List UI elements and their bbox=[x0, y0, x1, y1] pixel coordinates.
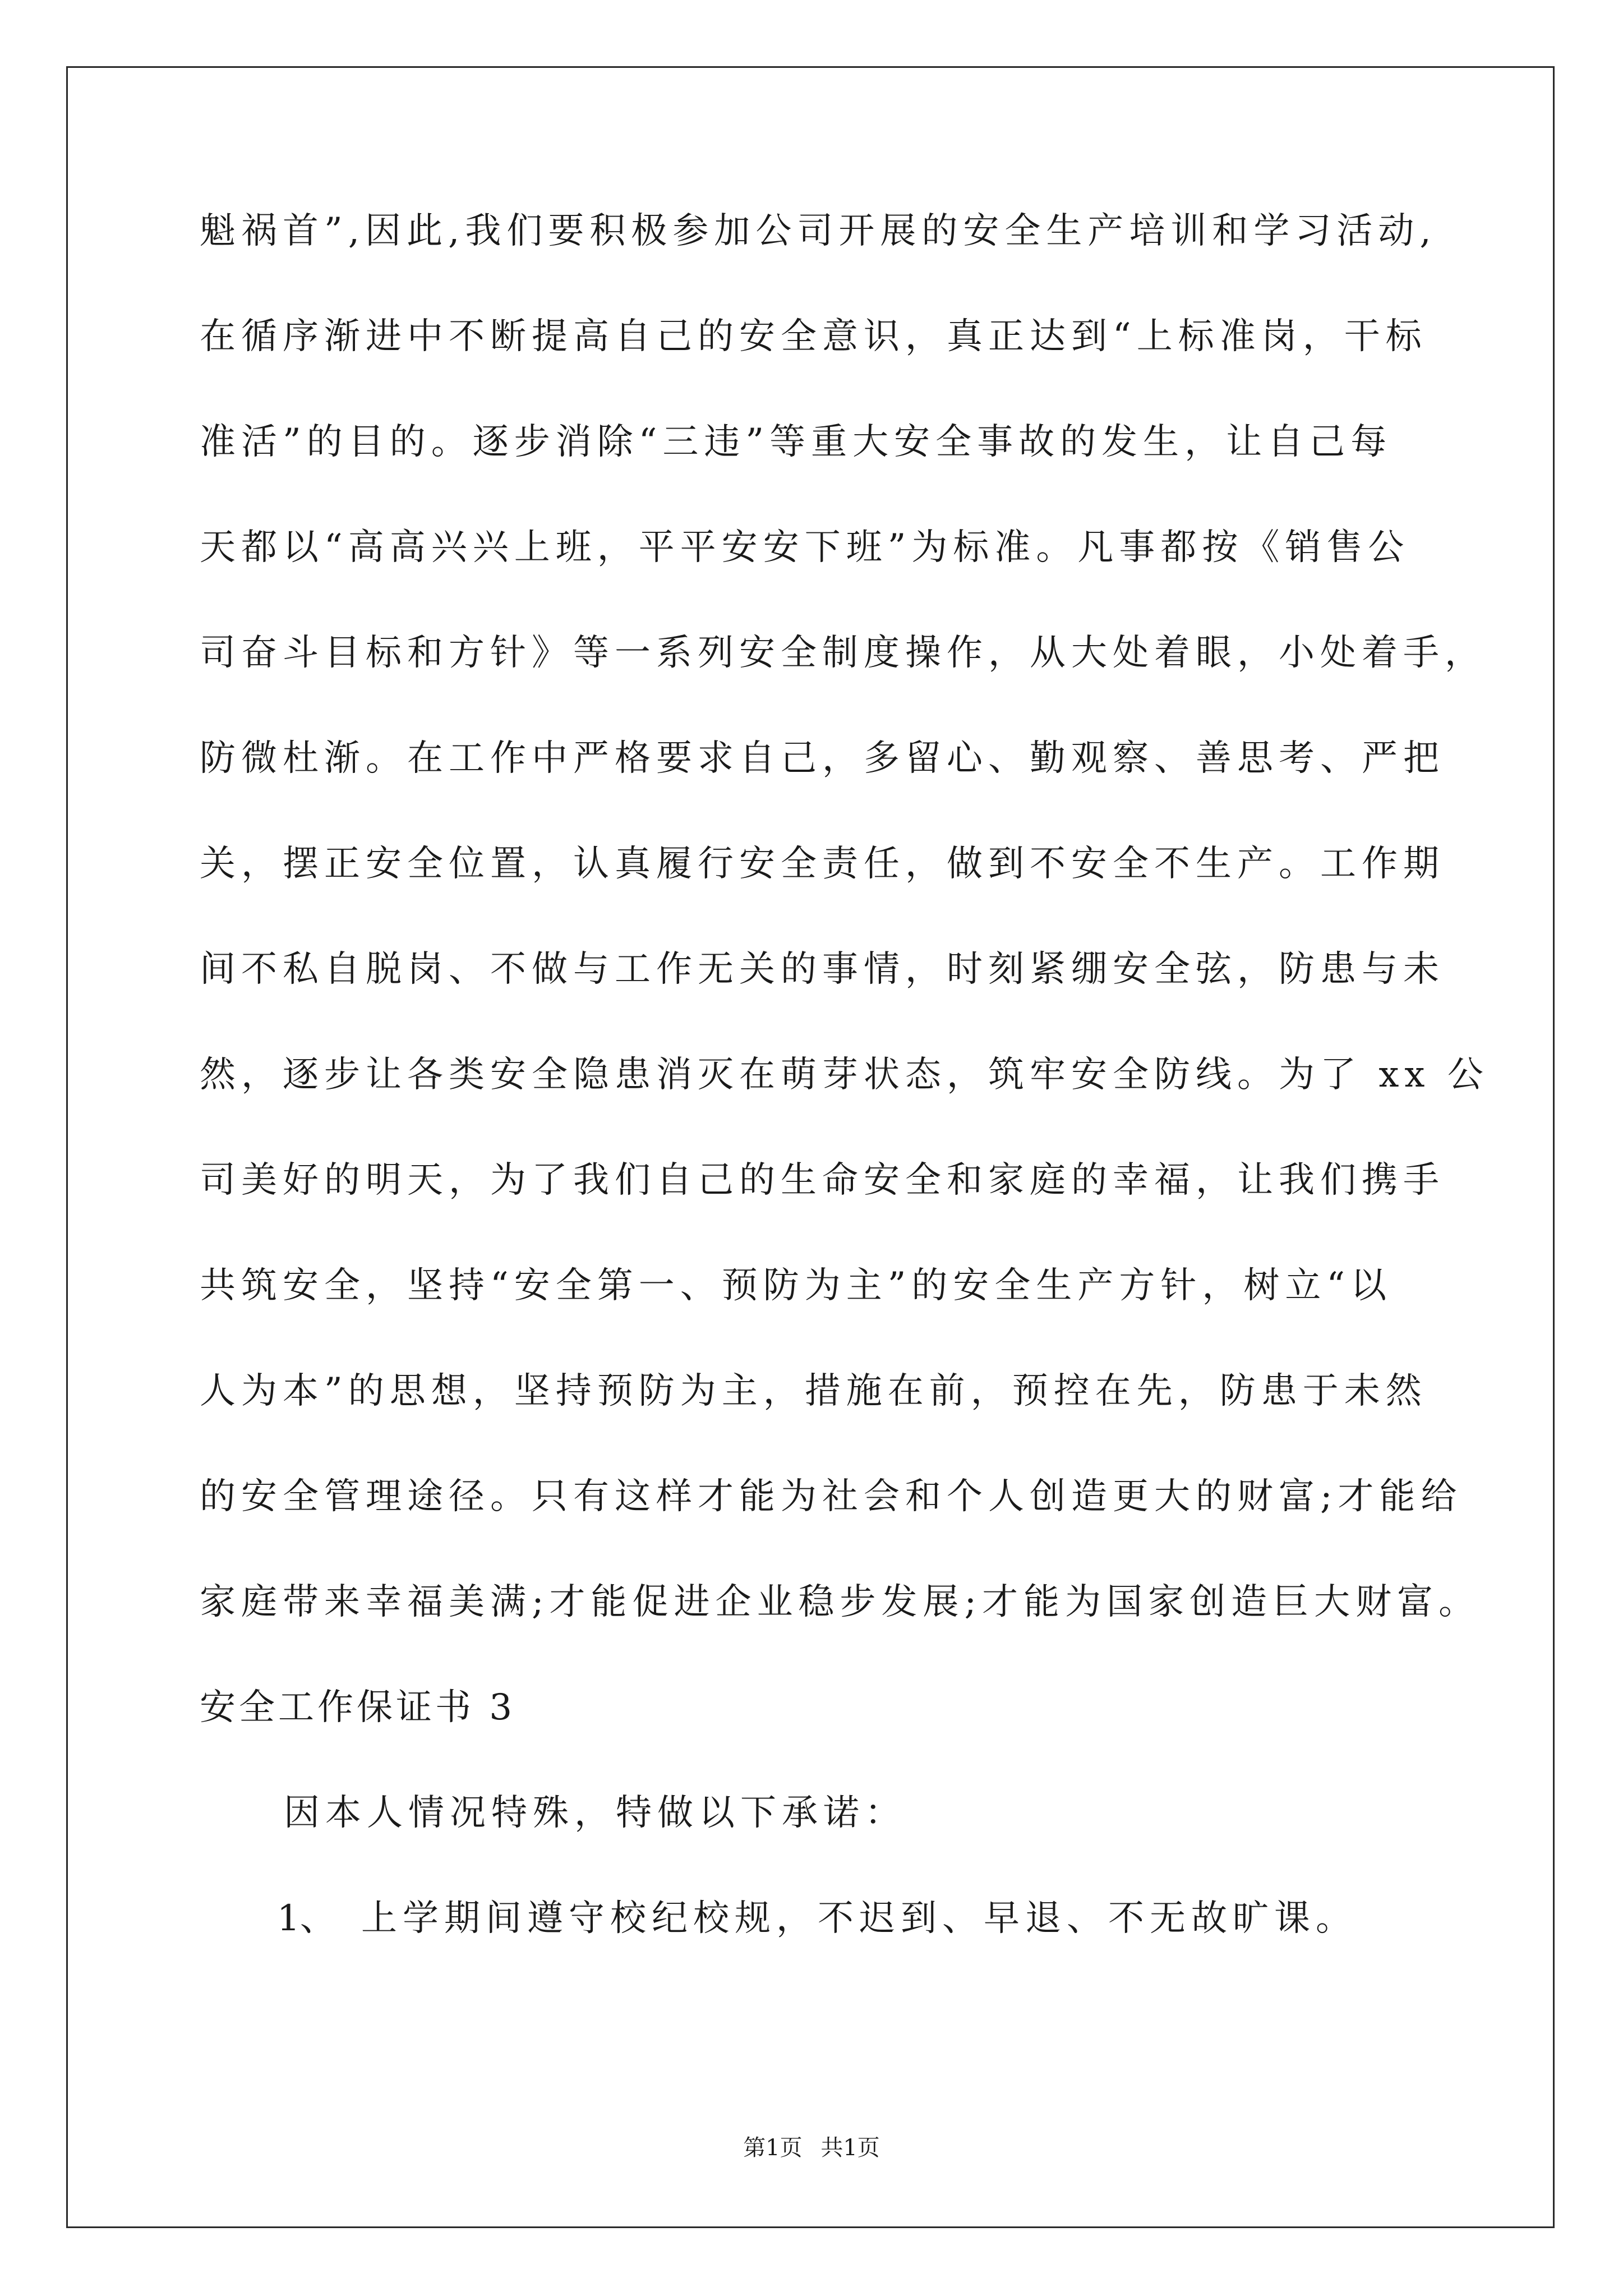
paragraph-line: 家庭带来幸福美满;才能促进企业稳步发展;才能为国家创造巨大财富。 bbox=[200, 1581, 1481, 1623]
paragraph-line: 准活”的目的。逐步消除“三违”等重大安全事故的发生，让自己每 bbox=[200, 421, 1393, 463]
paragraph-line: 然，逐步让各类安全隐患消灭在萌芽状态，筑牢安全防线。为了 xx 公 bbox=[200, 1054, 1489, 1096]
paragraph-line: 司美好的明天，为了我们自己的生命安全和家庭的幸福，让我们携手 bbox=[200, 1159, 1445, 1201]
paragraph-line: 间不私自脱岗、不做与工作无关的事情，时刻紧绷安全弦，防患与未 bbox=[200, 949, 1445, 990]
paragraph-line: 关，摆正安全位置，认真履行安全责任，做到不安全不生产。工作期 bbox=[200, 843, 1445, 885]
paragraph-line: 在循序渐进中不断提高自己的安全意识，真正达到“上标准岗，干标 bbox=[200, 316, 1427, 357]
list-item-number: 1、 bbox=[277, 1898, 336, 1939]
paragraph-line: 司奋斗目标和方针》等一系列安全制度操作，从大处着眼，小处着手， bbox=[200, 632, 1486, 674]
intro-statement: 因本人情况特殊，特做以下承诺： bbox=[284, 1792, 906, 1834]
list-item bbox=[277, 1896, 1357, 1941]
paragraph-line: 的安全管理途径。只有这样才能为社会和个人创造更大的财富;才能给 bbox=[200, 1476, 1463, 1517]
section-heading: 安全工作保证书 3 bbox=[200, 1687, 516, 1728]
paragraph-line: 防微杜渐。在工作中严格要求自己，多留心、勤观察、善思考、严把 bbox=[200, 738, 1445, 779]
paragraph-line: 天都以“高高兴兴上班，平平安安下班”为标准。凡事都按《销售公 bbox=[200, 527, 1410, 568]
paragraph-line: 共筑安全，坚持“安全第一、预防为主”的安全生产方针，树立“以 bbox=[200, 1265, 1393, 1306]
paragraph-line: 人为本”的思想，坚持预防为主，措施在前，预控在先，防患于未然 bbox=[200, 1370, 1427, 1412]
paragraph-line: 魁祸首”,因此,我们要积极参加公司开展的安全生产培训和学习活动, bbox=[200, 210, 1437, 252]
list-item-text: 上学期间遵守校纪校规，不迟到、早退、不无故旷课。 bbox=[361, 1898, 1357, 1939]
page-footer: 第1页 共1页 bbox=[743, 2135, 880, 2161]
